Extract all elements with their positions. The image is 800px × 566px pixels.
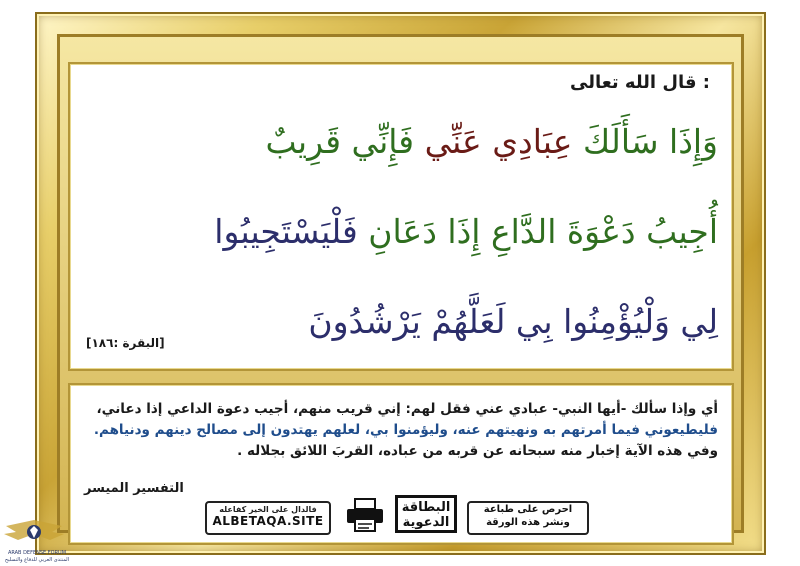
verse-line-2 — [80, 212, 718, 251]
verse-line-1-part-1: وَإِذَا سَأَلَكَ — [572, 122, 718, 161]
wings-emblem-icon — [2, 512, 66, 550]
forum-watermark — [2, 512, 70, 564]
tafsir-panel — [68, 383, 734, 545]
verse-line-2-part-2: فَلْيَسْتَجِيبُوا — [214, 212, 358, 251]
verse-reference: [البقرة :١٨٦] — [86, 336, 165, 350]
verse-line-2-part-1: أُجِيبُ دَعْوَةَ الدَّاعِ إِذَا دَعَانِ — [357, 212, 718, 251]
print-note-line-1: احرص على طباعة — [483, 504, 573, 515]
tafsir-line-3: وفي هذه الآية إخبار منه سبحانه عن قربه من عباده، القربَ اللائق بجلاله . — [237, 443, 718, 459]
verse-line-3: لِي وَلْيُؤْمِنُوا بِي لَعَلَّهُمْ يَرْشُدُونَ — [308, 302, 718, 341]
verse-intro: قال الله تعالى : — [569, 72, 710, 93]
site-caption: فالدال على الخير كفاعله — [219, 505, 317, 514]
tafsir-line-2: فليطيعوني فيما أمرتهم به ونهيتهم عنه، وليؤمنوا بي، لعلهم يهتدون إلى مصالح دينهم ودنياهم. — [93, 422, 718, 438]
tafsir-text — [84, 399, 718, 462]
printer-icon — [345, 497, 385, 533]
print-note-line-2: ونشر هذه الورقة — [486, 517, 570, 528]
tafsir-source: التفسير الميسر — [84, 481, 184, 496]
site-url[interactable]: ALBETAQA.SITE — [212, 514, 324, 528]
print-note — [467, 501, 589, 535]
verse-line-1 — [80, 122, 718, 161]
verse-panel — [68, 62, 734, 371]
dawah-logo — [395, 495, 457, 533]
tafsir-line-1: أي وإذا سألك -أيها النبي- عبادي عني فقل لهم: إني قريب منهم، أجيب دعوة الداعي إذا دعاني، — [96, 401, 718, 417]
watermark-line-1: ARAB DEFENSE FORUM — [7, 550, 67, 556]
footer-bar — [205, 495, 585, 535]
verse-line-1-part-3: فَإِنِّي قَرِيبٌ — [265, 122, 415, 161]
verse-line-1-part-2: عِبَادِي عَنِّي — [414, 122, 573, 161]
site-box[interactable] — [205, 501, 331, 535]
logo-line-1: البطاقة — [401, 500, 451, 515]
logo-line-2: الدعوية — [402, 515, 450, 530]
watermark-line-2: المنتدى العربي للدفاع والتسليح — [4, 557, 70, 563]
